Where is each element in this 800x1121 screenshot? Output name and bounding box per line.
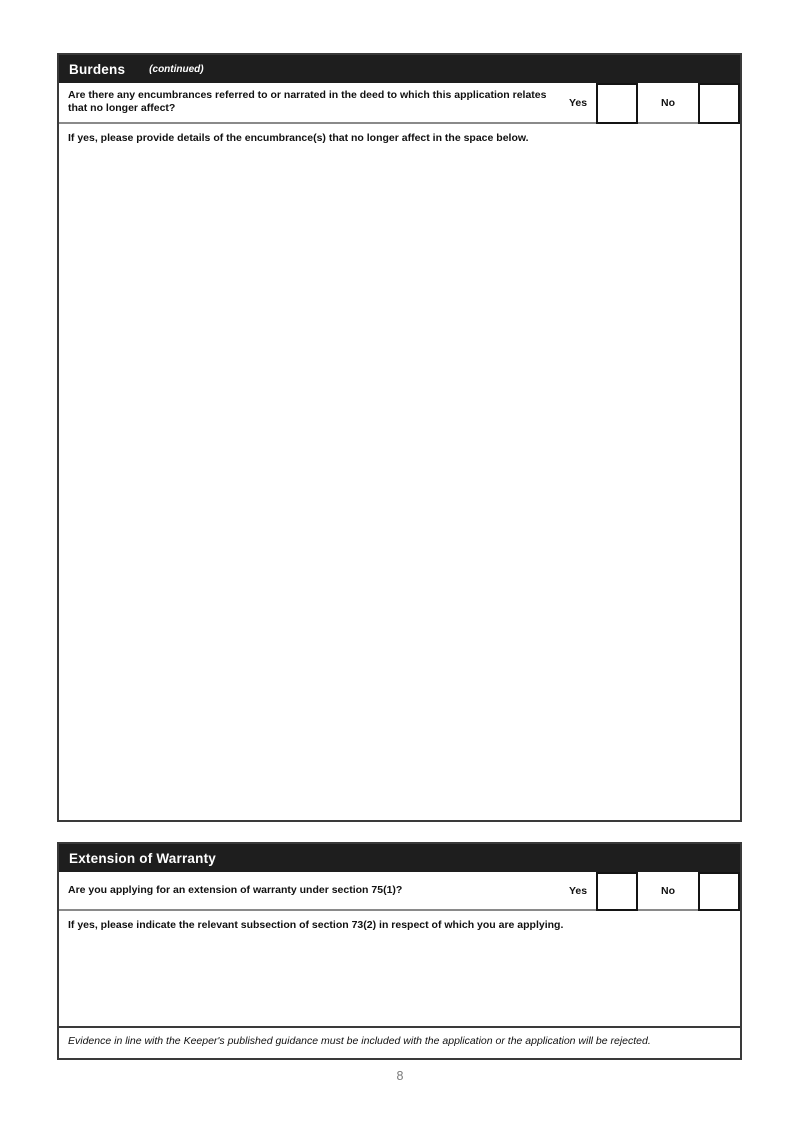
burdens-section-header	[59, 55, 740, 83]
warranty-yes-label: Yes	[568, 884, 588, 897]
warranty-yes-checkbox[interactable]	[596, 872, 638, 911]
burdens-yes-label: Yes	[568, 96, 588, 109]
warranty-details-area[interactable]	[59, 911, 740, 1026]
burdens-section-title-suffix: (continued)	[149, 63, 204, 75]
section-extension-of-warranty	[57, 842, 742, 1060]
burdens-details-prompt: If yes, please provide details of the encumbrance(s) that no longer affect in the space below.	[68, 132, 529, 144]
burdens-yes-checkbox[interactable]	[596, 83, 638, 124]
burdens-question-row	[59, 83, 740, 124]
warranty-section-title: Extension of Warranty	[69, 850, 216, 866]
burdens-details-area[interactable]	[59, 124, 740, 817]
burdens-no-checkbox[interactable]	[698, 83, 740, 124]
warranty-evidence-note-row	[59, 1026, 740, 1054]
warranty-section-header	[59, 844, 740, 872]
warranty-evidence-note: Evidence in line with the Keeper's published guidance must be included with the application or the application will be rejected.	[68, 1035, 651, 1047]
warranty-question-row	[59, 872, 740, 911]
page-number: 8	[396, 1069, 404, 1083]
warranty-no-label: No	[661, 884, 675, 897]
warranty-details-prompt: If yes, please indicate the relevant subsection of section 73(2) in respect of which you are applying.	[68, 919, 564, 931]
burdens-question-text: Are there any encumbrances referred to or narrated in the deed to which this application relates that no longer affect?	[68, 89, 547, 114]
warranty-question-text: Are you applying for an extension of warranty under section 75(1)?	[68, 884, 403, 896]
burdens-no-label: No	[661, 96, 675, 109]
section-burdens	[57, 53, 742, 822]
burdens-section-title: Burdens	[69, 61, 126, 77]
warranty-no-checkbox[interactable]	[698, 872, 740, 911]
